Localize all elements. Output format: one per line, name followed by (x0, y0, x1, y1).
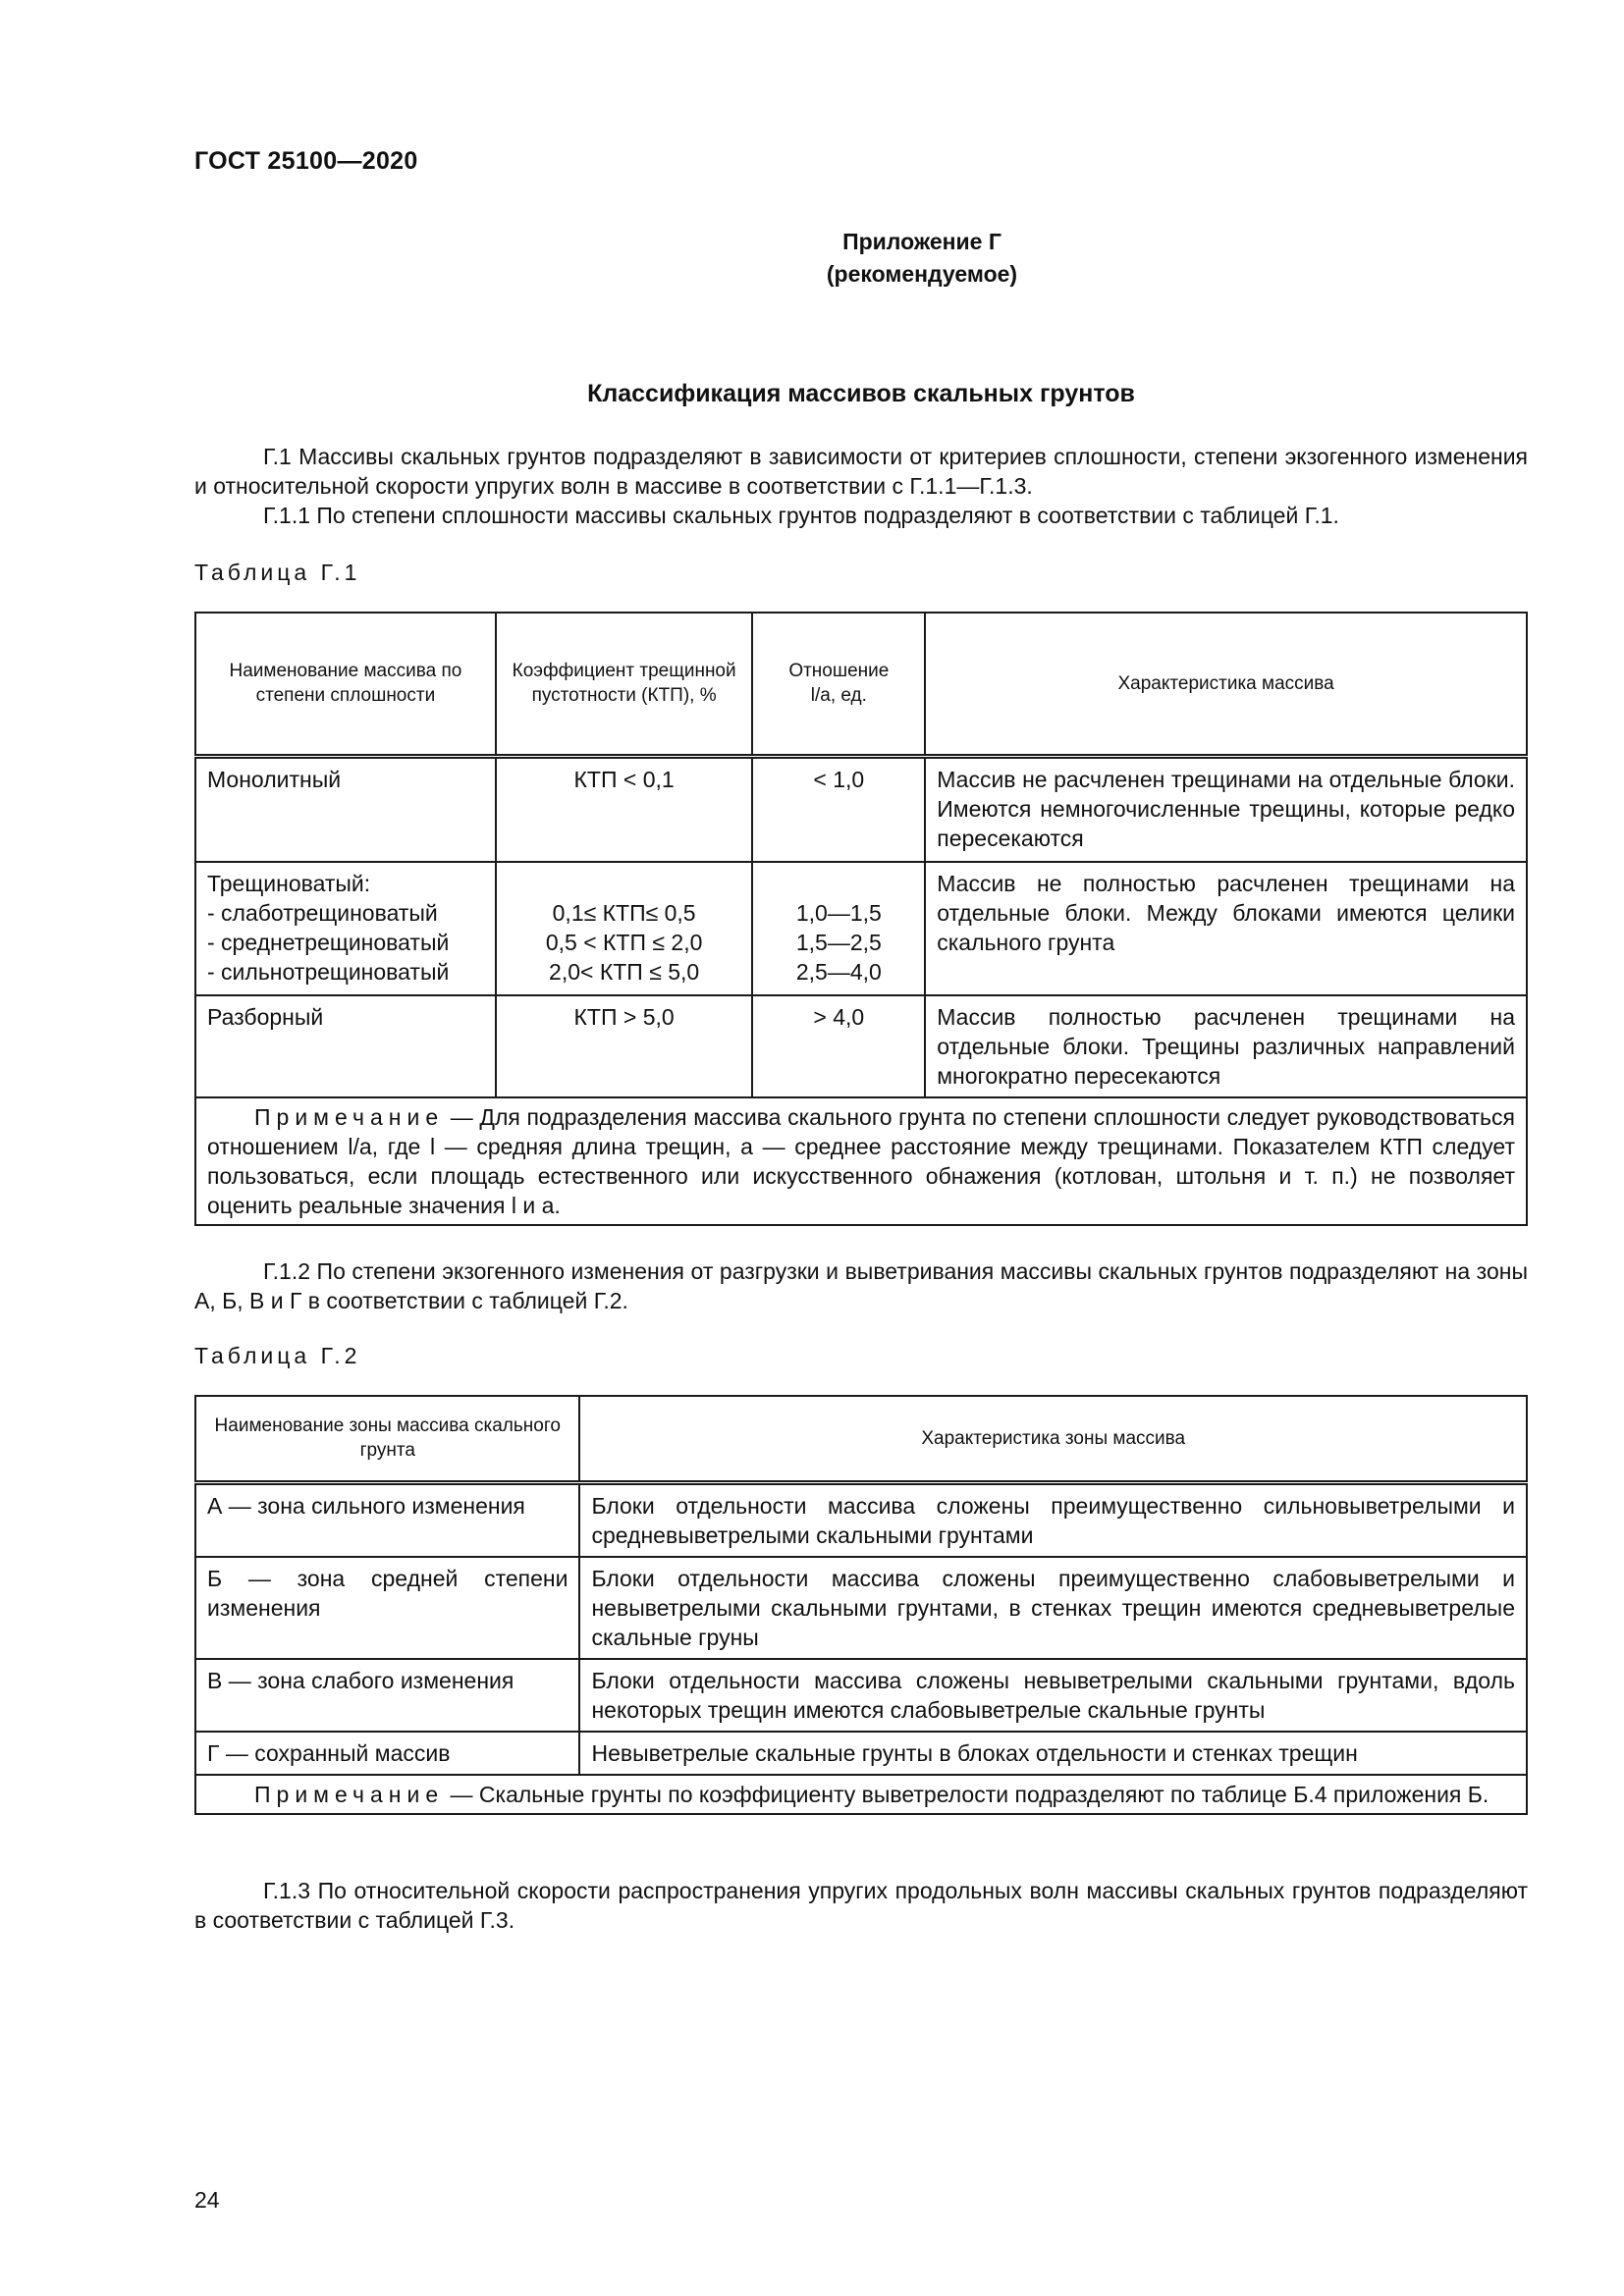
table-row (195, 1659, 1527, 1732)
table-row (195, 1557, 1527, 1659)
header-cell: Наименование массива по степени сплошности (195, 613, 496, 756)
table-g1 (194, 612, 1528, 1226)
paragraph-g1-2: Г.1.2 По степени экзогенного изменения от разгрузки и выветривания массивы скальных грунтов подразделяют на зоны А, Б, В и Г в соответствии с таблицей Г.2. (194, 1258, 1528, 1313)
header-cell: Характеристика массива (925, 613, 1527, 756)
cell-description: Невыветрелые скальные грунты в блоках отдельности и стенках трещин (579, 1732, 1527, 1775)
header-cell: Коэффициент трещинной пустотности (КТП), % (496, 613, 753, 756)
section-title: Классификация массивов скальных грунтов (587, 380, 1135, 407)
cell-zone: А — зона сильного изменения (195, 1482, 579, 1557)
cell-zone: Б — зона средней степени изменения (195, 1557, 579, 1659)
sub-name: - сильнотрещиноватый (207, 959, 450, 985)
intro-text (194, 442, 1528, 530)
cell-ratio: < 1,0 (752, 756, 925, 862)
header-cell: Характеристика зоны массива (579, 1396, 1527, 1482)
sub-ratio: 2,5—4,0 (795, 959, 882, 985)
table-row (195, 1732, 1527, 1775)
paragraph-g1: Г.1 Массивы скальных грунтов подразделяют в зависимости от критериев сплошности, степени экзогенного изменения и относительной скорости упругих волн в массиве в соответствии с Г.1.1—Г.1.3. (194, 444, 1528, 499)
cell-description: Массив полностью расчленен трещинами на отдельные блоки. Трещины различных направлений многократно пересекаются (925, 995, 1527, 1097)
table-row (195, 862, 1527, 995)
sub-ktp: 0,5 < КТП ≤ 2,0 (545, 930, 703, 955)
paragraph-g1-3: Г.1.3 По относительной скорости распространения упругих продольных волн массивы скальных грунтов подразделяют в соответствии с таблицей Г.3. (194, 1878, 1528, 1933)
table-row (195, 1482, 1527, 1557)
cell-ratio (752, 862, 925, 995)
table-note (195, 1775, 1527, 1814)
document-code: ГОСТ 25100—2020 (194, 147, 418, 175)
cell-description: Блоки отдельности массива сложены преимущественно сильновыветрелыми и средневыветрелыми скальными грунтами (579, 1482, 1527, 1557)
cell-description: Массив не расчленен трещинами на отдельные блоки. Имеются немногочисленные трещины, которые редко пересекаются (925, 756, 1527, 862)
table-note-row (195, 1097, 1527, 1225)
table2-caption: Таблица Г.2 (194, 1343, 361, 1368)
cell-ktp (496, 862, 753, 995)
cell-name: Разборный (195, 995, 496, 1097)
sub-name: - слаботрещиноватый (207, 900, 438, 926)
table-row (195, 756, 1527, 862)
table-note-row (195, 1775, 1527, 1814)
cell-description: Блоки отдельности массива сложены невыветрелыми скальными грунтами, вдоль некоторых трещин имеются слабовыветрелые скальные грунты (579, 1659, 1527, 1732)
cell-ktp: КТП < 0,1 (496, 756, 753, 862)
note-label: Примечание (254, 1781, 445, 1807)
header-cell (752, 613, 925, 756)
note-text: — Скальные грунты по коэффициенту выветрелости подразделяют по таблице Б.4 приложения Б. (444, 1781, 1489, 1807)
cell-ktp: КТП > 5,0 (496, 995, 753, 1097)
annex-title: Приложение Г (842, 229, 1001, 254)
table-row (195, 995, 1527, 1097)
table-note (195, 1097, 1527, 1225)
paragraph-g1-2-block (194, 1256, 1528, 1315)
table1-caption: Таблица Г.1 (194, 560, 361, 585)
paragraph-g1-1: Г.1.1 По степени сплошности массивы скальных грунтов подразделяют в соответствии с таблицей Г.1. (263, 503, 1339, 528)
sub-ktp: 2,0< КТП ≤ 5,0 (549, 959, 700, 985)
cell-description: Блоки отдельности массива сложены преимущественно слабовыветрелыми и невыветрелыми скальными грунтами, в стенках трещин имеются средневыветрелые скальные груны (579, 1557, 1527, 1659)
group-label: Трещиноватый: (207, 871, 371, 896)
header-cell-units: l/a, ед. (810, 685, 867, 707)
cell-zone: В — зона слабого изменения (195, 1659, 579, 1732)
table-header-row (195, 1396, 1527, 1482)
cell-name (195, 862, 496, 995)
cell-name: Монолитный (195, 756, 496, 862)
annex-heading (0, 226, 1624, 291)
page-number: 24 (194, 2187, 220, 2213)
annex-status: (рекомендуемое) (826, 261, 1018, 287)
sub-ratio: 1,5—2,5 (795, 930, 882, 955)
paragraph-g1-3-block (194, 1876, 1528, 1935)
sub-ratio: 1,0—1,5 (795, 900, 882, 926)
note-label: Примечание (254, 1104, 445, 1130)
header-cell-label: Отношение (788, 661, 890, 682)
cell-ratio: > 4,0 (752, 995, 925, 1097)
sub-ktp: 0,1≤ КТП≤ 0,5 (552, 900, 696, 926)
cell-description: Массив не полностью расчленен трещинами на отдельные блоки. Между блоками имеются целики скального грунта (925, 862, 1527, 995)
header-cell: Наименование зоны массива скального грунта (195, 1396, 579, 1482)
cell-zone: Г — сохранный массив (195, 1732, 579, 1775)
note-text: — Для подразделения массива скального грунта по степени сплошности следует руководствоваться отношением l/a, где l — средняя длина трещин, a — среднее расстояние между трещинами. Показателем КТП следует пользоваться, если площадь естественного или искусственного обнажения (котлован, штольня и т. п.) не позволяет оценить реальные значения l и a. (207, 1104, 1515, 1218)
table-header-row (195, 613, 1527, 756)
sub-name: - среднетрещиноватый (207, 930, 450, 955)
table-g2 (194, 1395, 1528, 1815)
